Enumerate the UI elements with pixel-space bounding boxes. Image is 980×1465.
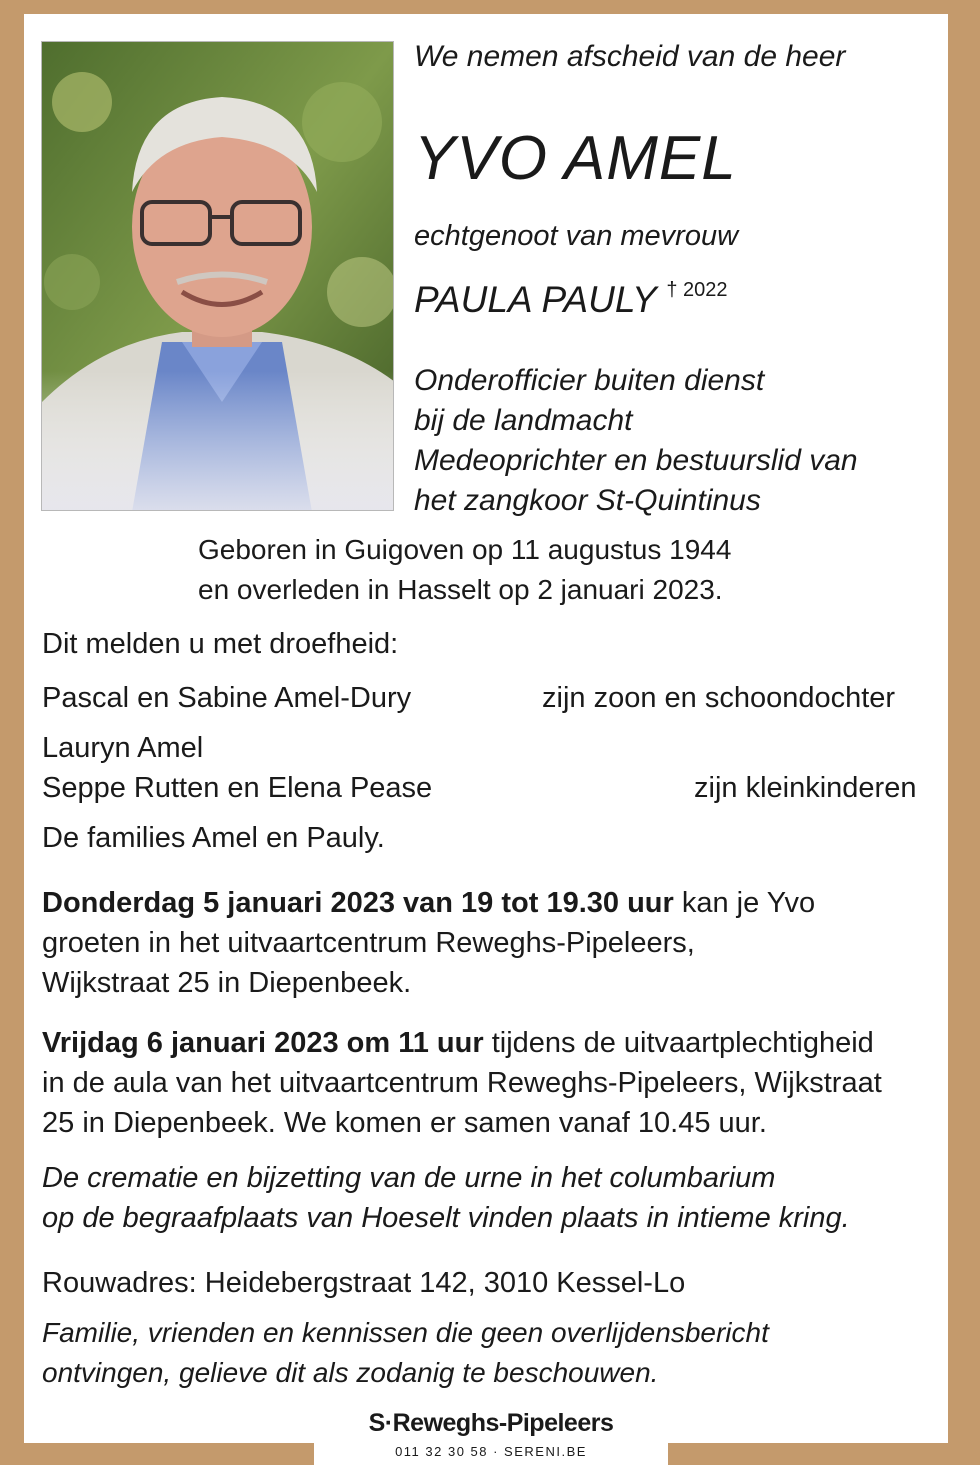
notice-block — [42, 1313, 942, 1393]
spouse-label: echtgenoot van mevrouw — [414, 220, 739, 252]
visitation-line: groeten in het uitvaartcentrum Reweghs-Pipeleers, — [42, 927, 695, 959]
birth-death-block — [198, 530, 731, 610]
funeral-line — [42, 1023, 942, 1063]
visitation-line — [42, 883, 942, 923]
funeral-block — [42, 1023, 942, 1143]
profession-line: Onderofficier buiten dienst — [414, 364, 765, 397]
visitation-text: kan je Yvo — [673, 887, 816, 919]
portrait-photo — [41, 41, 394, 511]
funeral-date: Vrijdag 6 januari 2023 om 11 uur — [42, 1027, 484, 1059]
spouse-death-marker: † 2022 — [666, 279, 728, 301]
visitation-line: Wijkstraat 25 in Diepenbeek. — [42, 967, 412, 999]
funeral-home-brand: S·Reweghs-Pipeleers — [368, 1409, 614, 1437]
funeral-home-footer — [314, 1404, 668, 1465]
mourner-son: Pascal en Sabine Amel-Dury — [42, 682, 412, 714]
profession-line: Medeoprichter en bestuurslid van — [414, 444, 858, 477]
spouse-name: PAULA PAULY — [414, 279, 657, 320]
notice-line: Familie, vrienden en kennissen die geen overlijdensbericht — [42, 1317, 769, 1348]
cremation-block — [42, 1158, 942, 1238]
notice-line: ontvingen, gelieve dit als zodanig te beschouwen. — [42, 1357, 659, 1388]
funeral-line: in de aula van het uitvaartcentrum Reweghs-Pipeleers, Wijkstraat — [42, 1067, 882, 1099]
deceased-name: YVO AMEL — [414, 124, 737, 193]
profession-line: het zangkoor St-Quintinus — [414, 484, 761, 517]
mourner-grandchild: Lauryn Amel — [42, 732, 204, 764]
cremation-line: op de begraafplaats van Hoeselt vinden plaats in intieme kring. — [42, 1202, 850, 1234]
funeral-home-contact: 011 32 30 58 · SERENI.BE — [395, 1444, 587, 1459]
intro-line: We nemen afscheid van de heer — [414, 40, 846, 73]
mourning-address: Rouwadres: Heidebergstraat 142, 3010 Kessel-Lo — [42, 1267, 686, 1299]
mourner-son-relation: zijn zoon en schoondochter — [542, 682, 896, 714]
funeral-line: 25 in Diepenbeek. We komen er samen vanaf 10.45 uur. — [42, 1107, 767, 1139]
visitation-date: Donderdag 5 januari 2023 van 19 tot 19.30 uur — [42, 887, 674, 919]
mourner-families: De families Amel en Pauly. — [42, 822, 385, 854]
mourner-grandchild: Seppe Rutten en Elena Pease — [42, 772, 433, 804]
cremation-line: De crematie en bijzetting van de urne in het columbarium — [42, 1162, 776, 1194]
profession-block — [414, 361, 954, 521]
profession-line: bij de landmacht — [414, 404, 633, 437]
funeral-text: tijdens de uitvaartplechtigheid — [483, 1027, 874, 1059]
spouse-name-line — [414, 268, 727, 322]
death-line: en overleden in Hasselt op 2 januari 2023. — [198, 574, 723, 605]
mourners-heading: Dit melden u met droefheid: — [42, 628, 399, 660]
mourner-grandchildren-relation: zijn kleinkinderen — [694, 772, 917, 804]
visitation-block — [42, 883, 942, 1003]
birth-line: Geboren in Guigoven op 11 augustus 1944 — [198, 534, 732, 565]
